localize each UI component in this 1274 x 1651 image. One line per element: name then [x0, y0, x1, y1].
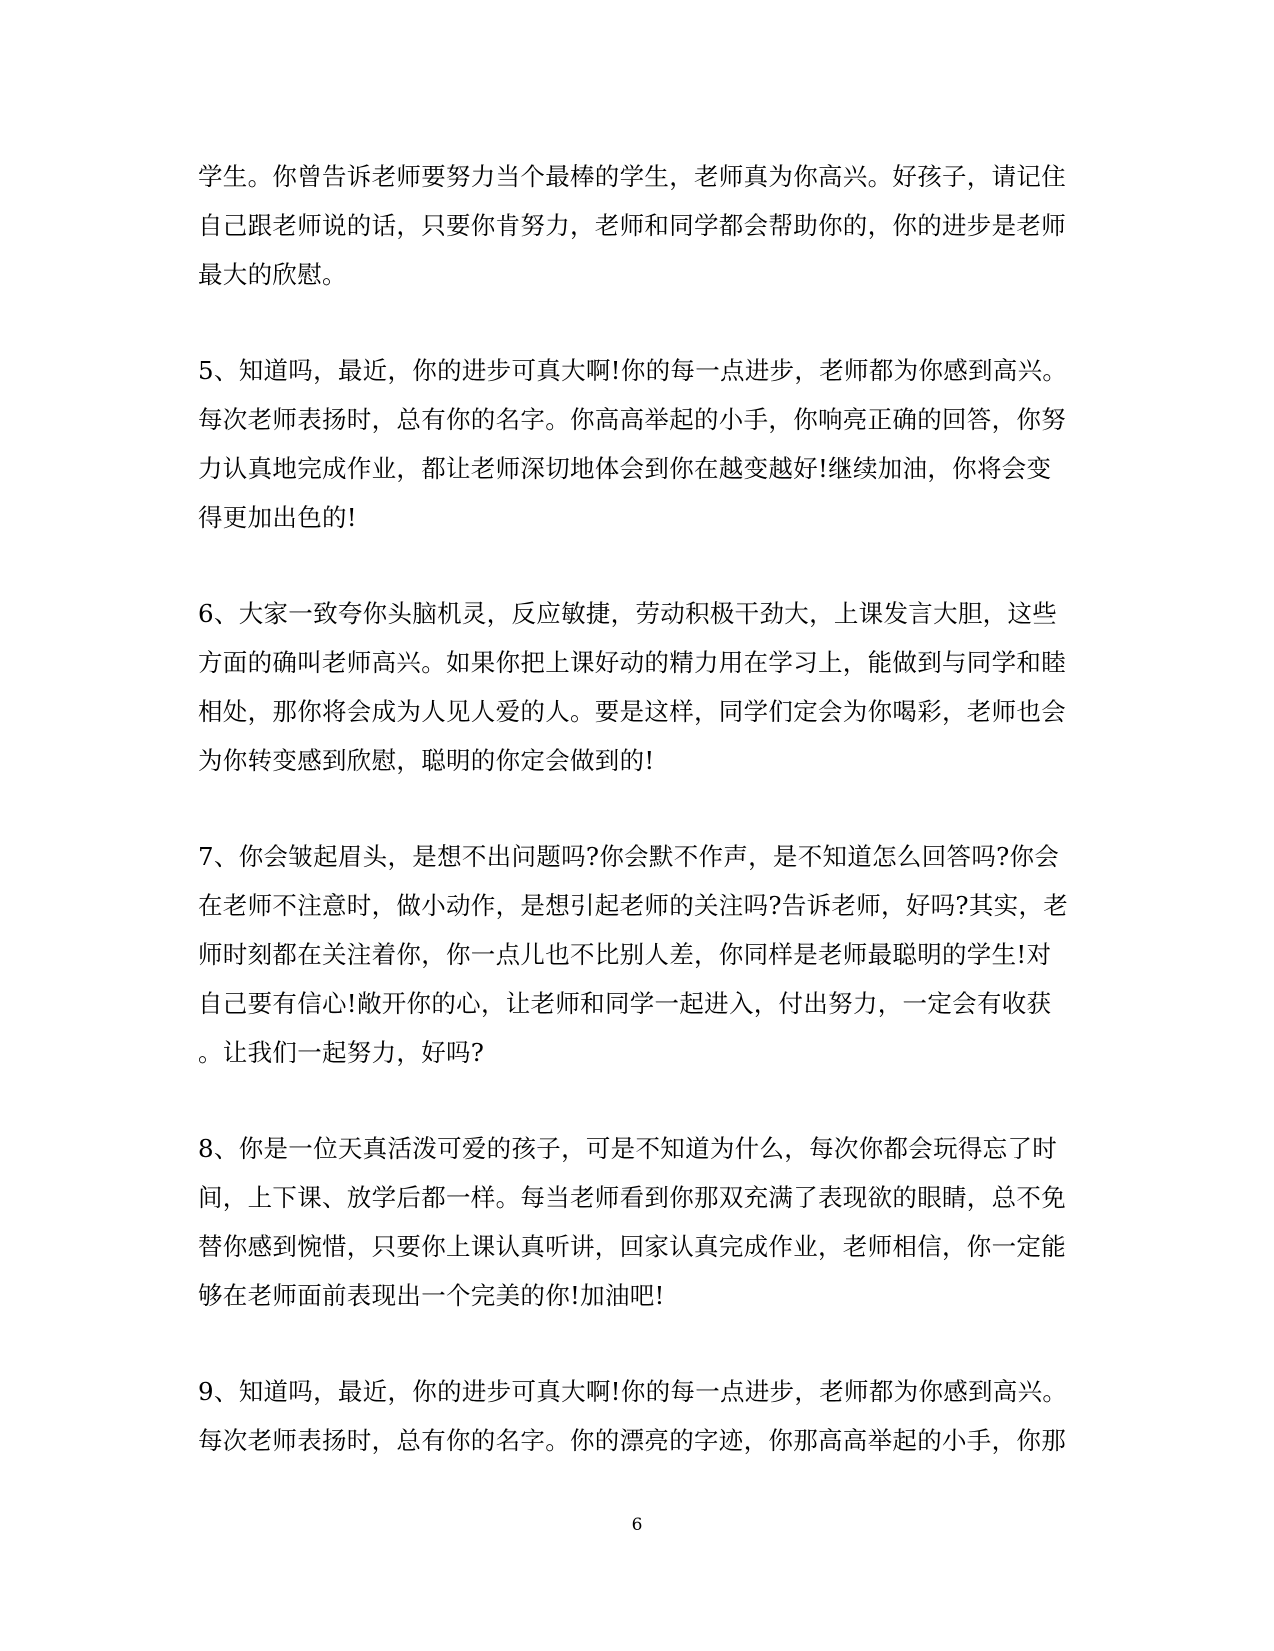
- text-line: 间，上下课、放学后都一样。每当老师看到你那双充满了表现欲的眼睛，总不免: [198, 1183, 1066, 1212]
- text-line: 在老师不注意时，做小动作，是想引起老师的关注吗?告诉老师，好吗?其实，老: [198, 891, 1069, 920]
- text-line: 为你转变感到欣慰，聪明的你定会做到的!: [198, 746, 655, 775]
- text-line: 方面的确叫老师高兴。如果你把上课好动的精力用在学习上，能做到与同学和睦: [198, 648, 1066, 677]
- text-line: 力认真地完成作业，都让老师深切地体会到你在越变越好!继续加油，你将会变: [198, 454, 1052, 483]
- text-line: 自己跟老师说的话，只要你肯努力，老师和同学都会帮助你的，你的进步是老师: [198, 211, 1066, 240]
- text-line: 8、你是一位天真活泼可爱的孩子，可是不知道为什么，每次你都会玩得忘了时: [198, 1134, 1058, 1163]
- text-line: 9、知道吗，最近，你的进步可真大啊!你的每一点进步，老师都为你感到高兴。: [198, 1377, 1068, 1406]
- text-line: 替你感到惋惜，只要你上课认真听讲，回家认真完成作业，老师相信，你一定能: [198, 1232, 1066, 1261]
- text-line: 最大的欣慰。: [198, 260, 347, 289]
- text-line: 7、你会皱起眉头，是想不出问题吗?你会默不作声，是不知道怎么回答吗?你会: [198, 842, 1060, 871]
- paragraph-item-5: [198, 346, 1078, 542]
- document-body: [198, 152, 1078, 1512]
- text-line: 自己要有信心!敞开你的心，让老师和同学一起进入，付出努力，一定会有收获: [198, 989, 1052, 1018]
- paragraph-item-8: [198, 1124, 1078, 1320]
- text-line: 师时刻都在关注着你，你一点儿也不比别人差，你同样是老师最聪明的学生!对: [198, 940, 1052, 969]
- text-line: 够在老师面前表现出一个完美的你!加油吧!: [198, 1281, 665, 1310]
- text-line: 5、知道吗，最近，你的进步可真大啊!你的每一点进步，老师都为你感到高兴。: [198, 356, 1068, 385]
- paragraph-item-7: [198, 832, 1078, 1077]
- paragraph-item-9: [198, 1367, 1078, 1465]
- text-line: 每次老师表扬时，总有你的名字。你的漂亮的字迹，你那高高举起的小手，你那: [198, 1426, 1066, 1455]
- paragraph-item-6: [198, 589, 1078, 785]
- text-line: 每次老师表扬时，总有你的名字。你高高举起的小手，你响亮正确的回答，你努: [198, 405, 1066, 434]
- paragraph-continuation: [198, 152, 1078, 299]
- page-number: 6: [631, 1515, 643, 1535]
- text-line: 得更加出色的!: [198, 503, 357, 532]
- text-line: 学生。你曾告诉老师要努力当个最棒的学生，老师真为你高兴。好孩子，请记住: [198, 162, 1066, 191]
- text-line: 6、大家一致夸你头脑机灵，反应敏捷，劳动积极干劲大，上课发言大胆，这些: [198, 599, 1058, 628]
- text-line: 相处，那你将会成为人见人爱的人。要是这样，同学们定会为你喝彩，老师也会: [198, 697, 1066, 726]
- text-line: 。让我们一起努力，好吗?: [198, 1038, 485, 1067]
